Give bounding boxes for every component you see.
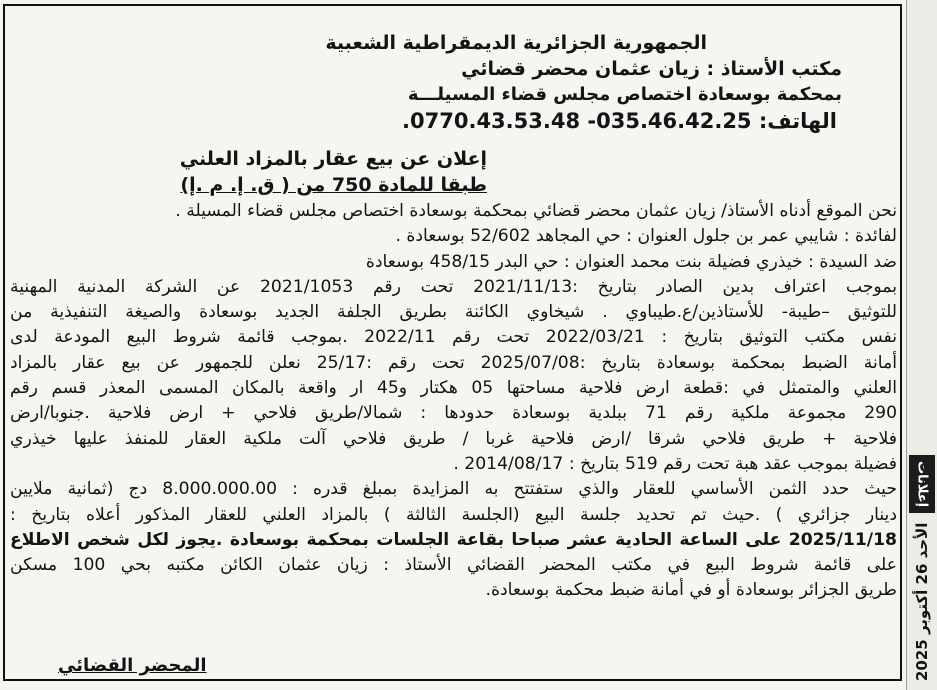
- court-line: بمحكمة بوسعادة اختصاص مجلس قضاء المسيلـــة: [407, 84, 842, 105]
- body-line: بموجب اعتراف بدين الصادر بتاريخ :2021/11/13 تحت رقم 2021/1053 عن الشركة المدنية المهنية: [10, 276, 897, 297]
- body-line: فلاحية + طريق فلاحي شرقا /ارض فلاحية غربا / طريق فلاحي آلت ملكية العقار للمنفذ عليها خيذري: [10, 428, 897, 449]
- notice-body: [10, 199, 897, 604]
- section-tab: إعلانات: [909, 455, 935, 513]
- notice-document: [10, 30, 897, 604]
- body-line: العلني والمتمثل في :قطعة ارض فلاحية مساحتها 05 هكتار و45 ار واقعة بالمكان المسمى المعذر قسم رقم: [10, 378, 897, 399]
- body-line: على قائمة شروط البيع في مكتب المحضر القضائي الأستاذ : زيان عثمان الكائن مكتبه بحي 100 مسكن: [10, 555, 898, 576]
- republic-heading: الجمهورية الجزائرية الديمقراطية الشعبية: [325, 32, 707, 54]
- issue-date: الأحد 26 أكتوبر 2025: [913, 522, 931, 682]
- body-line: طريق الجزائر بوسعادة أو في أمانة ضبط محكمة بوسعادة.: [485, 580, 897, 601]
- body-line: حيث حدد الثمن الأساسي للعقار والذي ستفتتح به المزايدة بمبلغ قدره : 8.000.000.00 دج (ثمانية ملايين: [10, 479, 897, 500]
- body-line: 290 مجموعة ملكية رقم 71 ببلدية بوسعادة حدودها : شمالا/طريق فلاحي + ارض فلاحية .جنوبا/ارض: [10, 403, 898, 424]
- body-line: 2025/11/18 على الساعة الحادية عشر صباحا بقاعة الجلسات بمحكمة بوسعادة .يجوز لكل شخص الاطلاع: [10, 529, 897, 550]
- body-line: لفائدة : شايبي عمر بن جلول العنوان : حي المجاهد 52/602 بوسعادة .: [395, 226, 897, 247]
- notice-subtitle: طبقا للمادة 750 من ( ق. إ. م .إ): [180, 174, 487, 196]
- body-line: ضد السيدة : خيذري فضيلة بنت محمد العنوان : حي البدر 458/15 بوسعادة: [365, 251, 897, 272]
- notice-title: إعلان عن بيع عقار بالمزاد العلني: [179, 148, 487, 170]
- body-line: للتوثيق –طيبة- للأستاذين/ع.طيباوي . شيخاوي الكائنة بطريق الجلفة الجديد بوسعادة والصيغة التنفيذية من: [10, 302, 897, 323]
- office-line: مكتب الأستاذ : زيان عثمان محضر قضائي: [461, 58, 842, 80]
- body-line: نحن الموقع أدناه الأستاذ/ زيان عثمان محضر قضائي بمحكمة بوسعادة اختصاص مجلس قضاء المسيلة .: [175, 201, 897, 221]
- body-line: نفس مكتب التوثيق بتاريخ : 2022/03/21 تحت رقم 2022/11 .بموجب قائمة شروط البيع المودعة لدى: [10, 327, 897, 348]
- body-line: دينار جزائري ) .حيث تم تحديد جلسة البيع (الجلسة الثالثة ) بالمزاد العلني للعقار المذكور أعلاه بتاريخ :: [10, 504, 897, 525]
- phone-line: الهاتف: 035.46.42.25- 0770.43.53.48.: [402, 109, 837, 133]
- body-line: أمانة الضبط بمحكمة بوسعادة بتاريخ :2025/07/08 تحت رقم :25/17 نعلن للجمهور عن بيع عقار بالمزاد: [10, 352, 897, 373]
- signature-label: المحضر القضائي: [58, 655, 207, 676]
- body-line: فضيلة بموجب عقد هبة تحت رقم 519 بتاريخ : 2014/08/17 .: [453, 453, 897, 474]
